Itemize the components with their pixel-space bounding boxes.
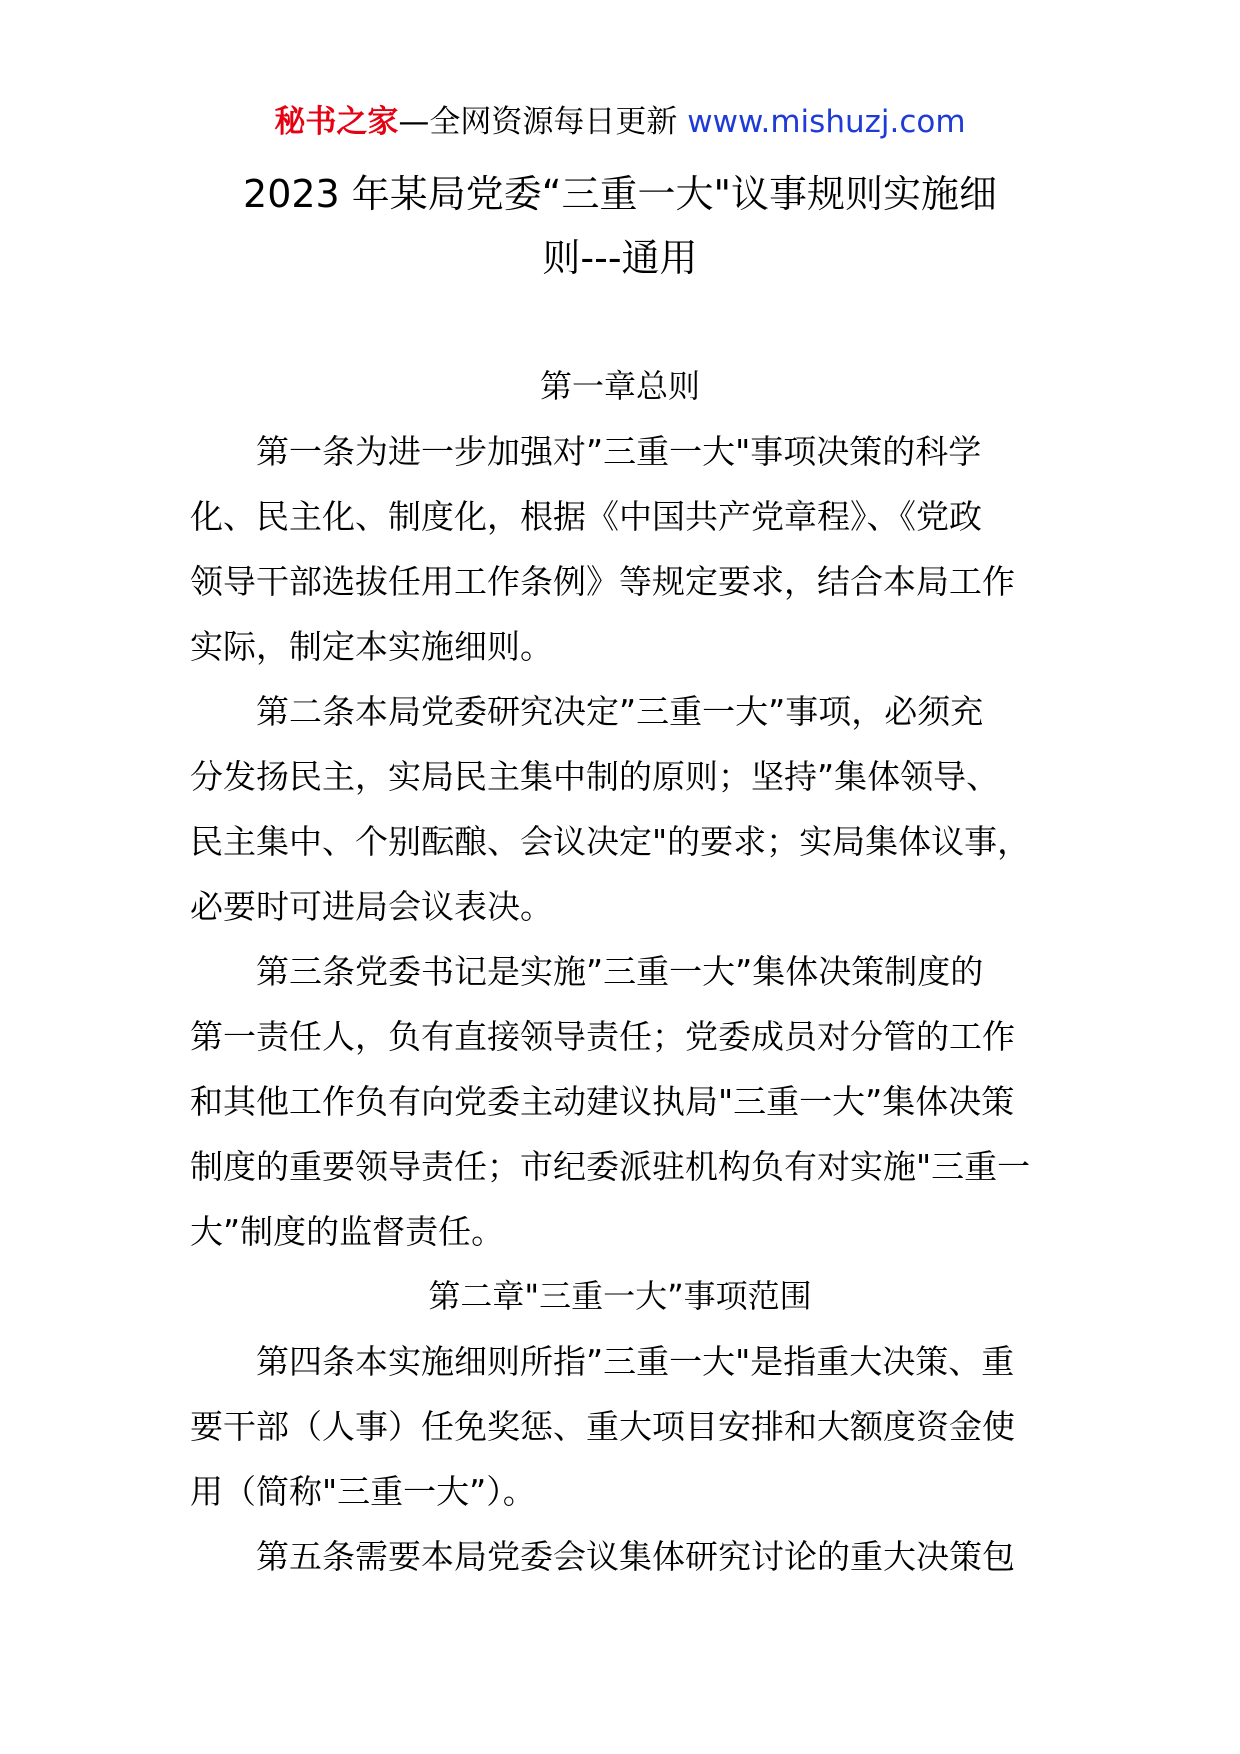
article-line: 民主集中、个别酝酿、会议决定"的要求；实局集体议事， (190, 822, 1031, 861)
article-4 (190, 1329, 1050, 1524)
chapter-1-heading: 第一章总则 (539, 367, 700, 405)
document-title-line-2: 则---通用 (542, 236, 698, 280)
article-line: 化、民主化、制度化，根据《中国共产党章程》、《党政 (190, 497, 982, 536)
document-title-line-1: 2023 年某局党委“三重一大"议事规则实施细 (243, 172, 997, 216)
article-line: 用（简称"三重一大”）。 (190, 1472, 536, 1511)
site-banner (0, 100, 1240, 144)
article-2 (190, 679, 1050, 939)
article-line: 第四条本实施细则所指”三重一大"是指重大决策、重 (256, 1342, 1015, 1381)
article-1 (190, 419, 1050, 679)
article-line: 第一责任人，负有直接领导责任；党委成员对分管的工作 (190, 1017, 1015, 1056)
article-line: 领导干部选拔任用工作条例》等规定要求，结合本局工作 (190, 562, 1015, 601)
site-slogan: —全网资源每日更新 (398, 104, 678, 140)
chapter-2-heading: 第二章"三重一大”事项范围 (428, 1277, 812, 1315)
article-line: 要干部（人事）任免奖惩、重大项目安排和大额度资金使 (190, 1407, 1015, 1446)
article-line: 第三条党委书记是实施”三重一大”集体决策制度的 (256, 952, 984, 991)
article-line: 第一条为进一步加强对”三重一大"事项决策的科学 (256, 432, 982, 471)
article-line: 和其他工作负有向党委主动建议执局"三重一大”集体决策 (190, 1082, 1015, 1121)
article-5 (190, 1524, 1050, 1589)
article-line: 必要时可进局会议表决。 (190, 887, 553, 926)
article-line: 第五条需要本局党委会议集体研究讨论的重大决策包 (256, 1537, 1015, 1576)
article-line: 大”制度的监督责任。 (190, 1212, 505, 1251)
site-brand: 秘书之家 (274, 104, 399, 140)
document-title (190, 162, 1050, 290)
article-line: 第二条本局党委研究决定”三重一大”事项，必须充 (256, 692, 984, 731)
article-line: 实际，制定本实施细则。 (190, 627, 553, 666)
article-3 (190, 939, 1050, 1264)
document-body (190, 354, 1050, 1589)
article-line: 制度的重要领导责任；市纪委派驻机构负有对实施"三重一 (190, 1147, 1031, 1186)
site-url-link[interactable]: www.mishuzj.com (687, 104, 966, 140)
article-line: 分发扬民主，实局民主集中制的原则；坚持”集体领导、 (190, 757, 1000, 796)
